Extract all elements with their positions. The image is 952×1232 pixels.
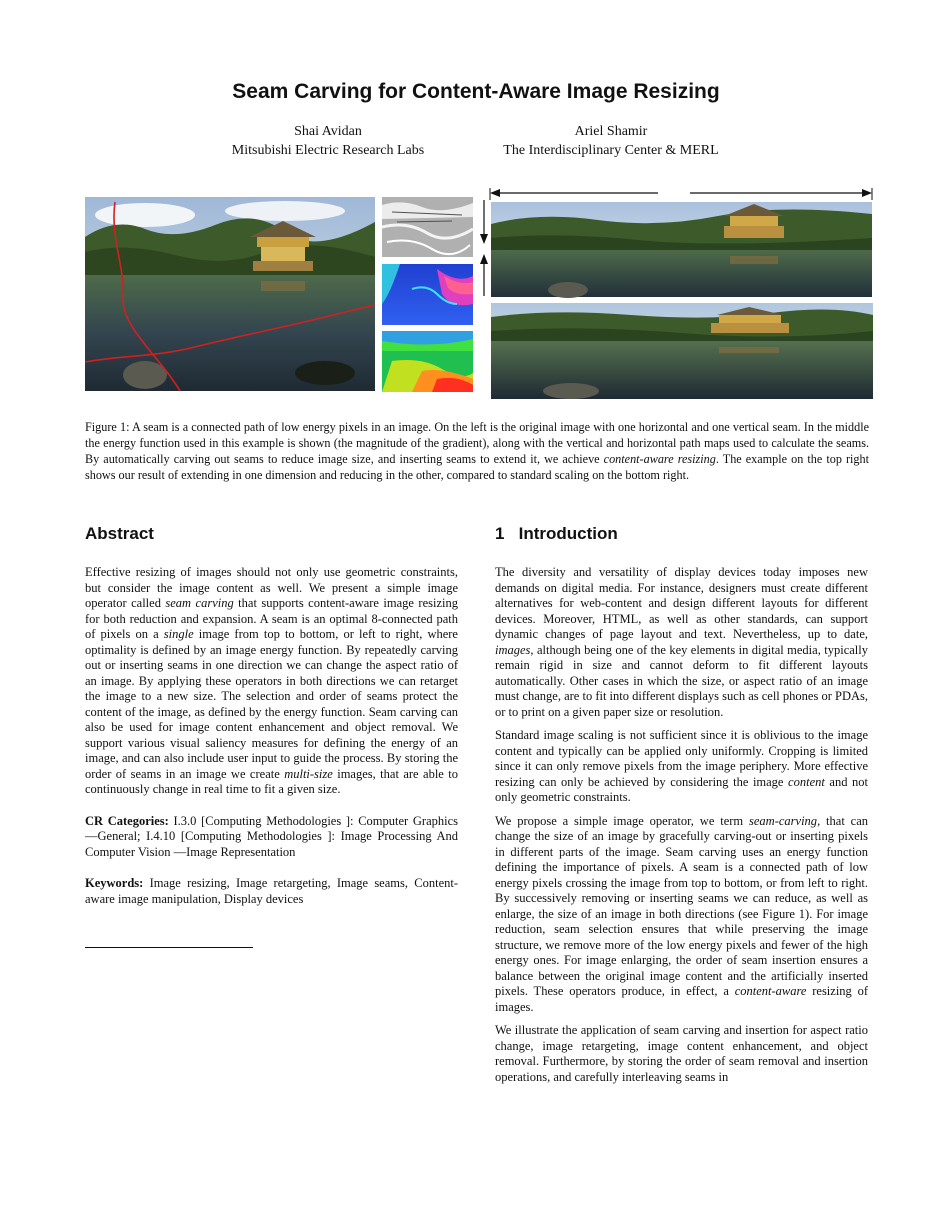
author-name: Shai Avidan [294, 124, 362, 139]
cr-categories-text: I.3.0 [Computing Methodologies ]: Computer Graphics—General; I.4.10 [Computing Methodologies ]: Image Processing And Computer Vision —Image Representation [85, 813, 459, 859]
author-name: Ariel Shamir [574, 124, 648, 139]
caption-emphasis: content-aware resizing [603, 452, 716, 466]
author-affiliation: Mitsubishi Electric Research Labs [231, 143, 425, 158]
abstract-paragraph [85, 565, 458, 798]
left-column [85, 565, 458, 915]
keywords-text: Image resizing, Image retargeting, Image seams, Content-aware image manipulation, Display devices [85, 876, 458, 906]
intro-paragraph [495, 565, 868, 720]
intro-text: , that can change the size of an image by gracefully carving-out or inserting pixels in different parts of the image. Seam carving uses an energy function defining the importance of pixels. A seam is a connected path of low energy pixels crossing the image from top to bottom, or from left to right. By successively removing or inserting seams we can reduce, as well as enlarge, the size of an image in both directions (see Figure 1). For image reduction, seam selection ensures that while preserving the image structure, we remove more of the low energy pixels and fewer of the high energy ones. For image enlarging, the order of seam insertion ensures a balance between the original image content and the artificially inserted pixels. These operators produce, in effect, a [495, 813, 869, 998]
author-block-2 [461, 122, 761, 160]
intro-paragraph [495, 1023, 868, 1085]
abstract-emphasis: seam carving [165, 596, 234, 610]
abstract-heading: Abstract [85, 524, 154, 543]
intro-paragraph [495, 728, 868, 806]
intro-text: , although being one of the key elements in digital media, typically remain rigid in size and cannot deform to fit different layouts automatically. Other cases in which the size, or aspect ratio of an image must change, are to fit into different displays such as cell phones or PDAs, or to print on a given paper size or resolution. [495, 642, 868, 719]
caption-text: Figure 1: A seam is a connected path of low energy pixels in an image. On the left is the original image with one horizontal and one vertical seam. In the middle the energy function used in this example is shown (the magnitude of the gradient), along with the vertical and horizontal path maps used to calculate the seams. By automatically carving out seams to reduce image size, and inserting seams to extend it, we achieve [85, 420, 869, 466]
right-column [495, 565, 868, 1093]
figure-horizontal-path-map [382, 331, 473, 392]
intro-text: We illustrate the application of seam carving and insertion for aspect ratio change, image retargeting, image content enhancement, and object removal. Furthermore, by storing the order of seam removal and insertion operations, and carefully interleaving seams in [495, 1023, 868, 1084]
abstract-text: Effective resizing of images should not only use geometric constraints, but consider the image content as well. We present a simple image operator called [85, 565, 458, 610]
intro-paragraph [495, 814, 868, 1016]
abstract-text: image from top to bottom, or left to right, where optimality is defined by an image energy function. By repeatedly carving out or inserting seams in one direction we can change the aspect ratio of an image. By applying these operators in both directions we can retarget the image to a new size. The selection and order of seams protect the content of the image, as defined by the energy function. Seam carving can also be used for image content enhancement and object removal. We support various visual saliency measures for defining the energy of an image, and can also include user input to guide the process. By storing the order of seams in an image we create [85, 627, 458, 781]
abstract-emphasis: multi-size [284, 766, 333, 781]
intro-text: Standard image scaling is not sufficient since it is oblivious to the image content and typically can be applied only uniformly. Cropping is limited since it can only remove pixels from the image periphery. More effective resizing can only be achieved by considering the image [495, 728, 868, 789]
figure-standard-scaling [491, 303, 873, 399]
cr-categories-label: CR Categories: [85, 813, 169, 828]
cr-categories [85, 814, 458, 861]
author-affiliation: The Interdisciplinary Center & MERL [503, 143, 719, 158]
intro-text: We propose a simple image operator, we term [495, 813, 750, 828]
intro-text: The diversity and versatility of display devices today imposes new demands on digital media. For instance, designers must create different alternatives for web-content and design different layouts for different devices. Moreover, HTML, as well as other standards, can support dynamic changes of page layout and text. Nevertheless, up to date, [495, 565, 868, 641]
intro-text: resizing of images. [495, 984, 869, 1014]
abstract-emphasis: single [163, 627, 194, 641]
figure-energy-map [382, 197, 473, 257]
paper-title: Seam Carving for Content-Aware Image Resizing [232, 80, 720, 103]
intro-emphasis: seam-carving [749, 813, 818, 828]
abstract-text: that supports content-aware image resizing for both reduction and expansion. A seam is an optimal 8-connected path of pixels on a [85, 596, 458, 641]
intro-emphasis: content-aware [734, 984, 807, 998]
abstract-text: images, that are able to continuously change in real time to fit a given size. [85, 766, 458, 796]
intro-emphasis: content [788, 774, 825, 789]
figure-vertical-path-map [382, 264, 473, 325]
figure-original-image [85, 197, 375, 391]
footnote-rule [85, 947, 253, 948]
intro-emphasis: images [495, 642, 531, 657]
introduction-heading: 1 Introduction [495, 524, 618, 543]
intro-text: and not only geometric constraints. [495, 774, 868, 804]
figure-caption [85, 419, 869, 483]
keywords [85, 876, 458, 907]
caption-text: . The example on the top right shows our result of extending in one dimension and reducing in the other, compared to standard scaling on the bottom right. [85, 452, 870, 482]
keywords-label: Keywords: [85, 876, 144, 890]
author-block-1 [178, 122, 478, 160]
figure-seam-carving-result [478, 186, 874, 298]
